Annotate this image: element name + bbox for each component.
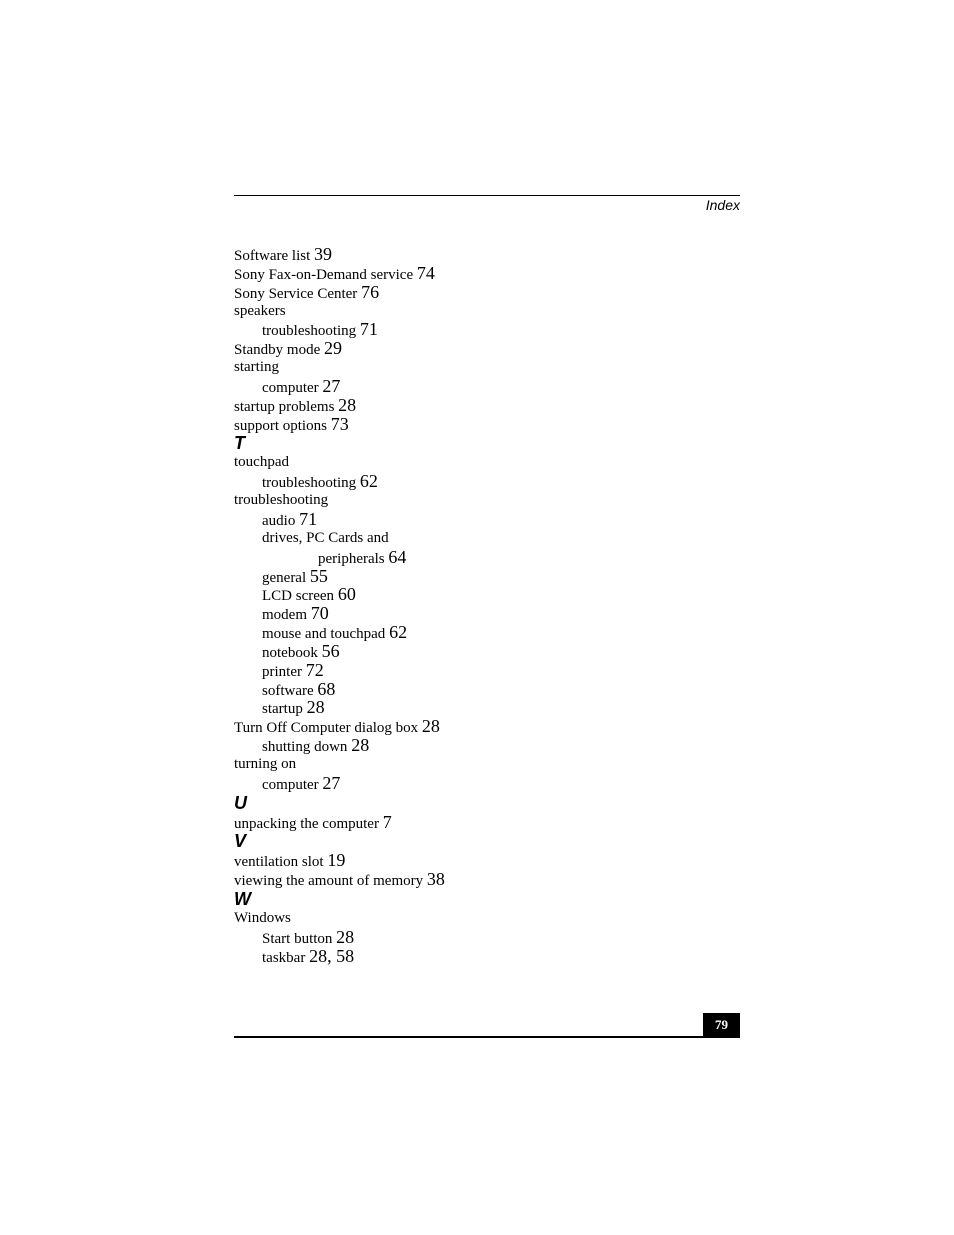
entry-pages: 71 <box>299 508 318 529</box>
index-subentry <box>234 320 740 339</box>
entry-term: turning on <box>234 755 297 772</box>
entry-term: LCD screen <box>262 588 335 605</box>
index-subentry <box>234 698 740 717</box>
entry-pages: 28 <box>421 716 440 737</box>
index-entry <box>234 283 740 302</box>
section-letter-v: V <box>234 831 247 852</box>
entry-term: support options <box>234 417 327 434</box>
entry-term: computer <box>262 379 319 396</box>
entry-term: Turn Off Computer dialog box <box>234 720 419 737</box>
entry-pages: 60 <box>337 584 356 605</box>
entry-term: ventilation slot <box>234 854 324 871</box>
entry-pages: 70 <box>310 603 329 624</box>
entry-pages: 28 <box>351 735 370 756</box>
entry-pages: 56 <box>321 640 340 661</box>
index-entry <box>234 453 740 472</box>
entry-pages: 73 <box>330 413 349 434</box>
index-subentry <box>234 774 740 793</box>
entry-term: audio <box>262 512 296 529</box>
entry-pages: 28 <box>306 697 325 718</box>
index-list <box>234 245 740 966</box>
entry-term: Windows <box>234 910 291 927</box>
entry-pages: 62 <box>389 622 408 643</box>
index-subentry <box>234 642 740 661</box>
entry-pages: 72 <box>305 659 324 680</box>
index-subentry <box>234 736 740 755</box>
index-entry <box>234 339 740 358</box>
index-entry <box>234 396 740 415</box>
entry-term: software <box>262 682 314 699</box>
index-subentry <box>234 680 740 699</box>
page-number: 79 <box>703 1013 740 1037</box>
index-subentry <box>234 529 740 548</box>
entry-term: Start button <box>262 931 333 947</box>
index-subentry <box>234 661 740 680</box>
entry-term: general <box>262 569 307 586</box>
index-subentry <box>234 567 740 586</box>
entry-pages: 55 <box>309 565 328 586</box>
entry-pages: 38 <box>426 869 445 890</box>
entry-term: shutting down <box>262 739 348 756</box>
entry-pages: 74 <box>416 262 435 283</box>
entry-pages: 27 <box>322 375 341 396</box>
entry-term: troubleshooting <box>234 492 329 509</box>
entry-pages: 64 <box>388 546 407 567</box>
index-subentry <box>234 947 740 966</box>
entry-term: Sony Fax-on-Demand service <box>234 266 414 283</box>
entry-term: printer <box>262 663 302 680</box>
index-entry <box>234 717 740 736</box>
entry-pages: 29 <box>324 338 342 359</box>
entry-term: taskbar <box>262 949 306 966</box>
index-subentry <box>234 377 740 396</box>
entry-pages: 71 <box>359 319 378 340</box>
entry-pages: 28, 58 <box>309 945 355 966</box>
entry-term: notebook <box>262 644 318 661</box>
entry-term: starting <box>234 359 279 376</box>
section-letter-t: T <box>234 433 245 454</box>
index-entry <box>234 302 740 321</box>
index-entry <box>234 851 740 870</box>
index-subentry <box>234 623 740 642</box>
entry-pages: 19 <box>327 850 346 871</box>
index-entry <box>234 415 740 434</box>
entry-pages: 27 <box>322 772 341 793</box>
index-entry <box>234 358 740 377</box>
entry-pages: 76 <box>361 281 380 302</box>
entry-term: troubleshooting <box>262 323 357 340</box>
entry-term: touchpad <box>234 454 289 471</box>
index-entry <box>234 813 740 832</box>
entry-term: viewing the amount of memory <box>234 873 424 890</box>
index-entry <box>234 264 740 283</box>
index-subentry <box>234 510 740 529</box>
index-subentry <box>234 928 740 947</box>
index-entry <box>234 491 740 510</box>
index-subentry <box>234 604 740 623</box>
section-letter-w: W <box>234 889 251 910</box>
index-subentry <box>234 472 740 491</box>
header-title: Index <box>705 197 740 213</box>
footer-rule <box>234 1036 740 1038</box>
entry-pages: 28 <box>338 394 357 415</box>
entry-term: Standby mode <box>234 342 321 359</box>
entry-term: modem <box>262 607 307 624</box>
entry-pages: 39 <box>314 244 332 264</box>
index-entry <box>234 909 740 928</box>
entry-pages: 28 <box>336 927 355 947</box>
entry-term: speakers <box>234 302 286 319</box>
index-subentry-continued <box>234 548 740 567</box>
index-entry <box>234 870 740 889</box>
entry-term: drives, PC Cards and <box>262 529 389 546</box>
entry-term: computer <box>262 776 319 793</box>
entry-term: troubleshooting <box>262 475 357 492</box>
entry-term: peripherals <box>318 550 385 567</box>
entry-term: unpacking the computer <box>234 815 379 832</box>
entry-term: startup problems <box>234 398 335 415</box>
entry-term: mouse and touchpad <box>262 626 386 643</box>
entry-pages: 7 <box>382 811 392 832</box>
entry-pages: 62 <box>359 471 378 492</box>
entry-term: startup <box>262 701 303 718</box>
entry-term: Sony Service Center <box>234 285 358 302</box>
section-letter-u: U <box>234 792 247 813</box>
index-entry <box>234 245 740 264</box>
header-rule <box>234 195 740 196</box>
index-entry <box>234 755 740 774</box>
entry-pages: 68 <box>317 678 336 699</box>
index-subentry <box>234 585 740 604</box>
entry-term: Software list <box>234 248 311 264</box>
